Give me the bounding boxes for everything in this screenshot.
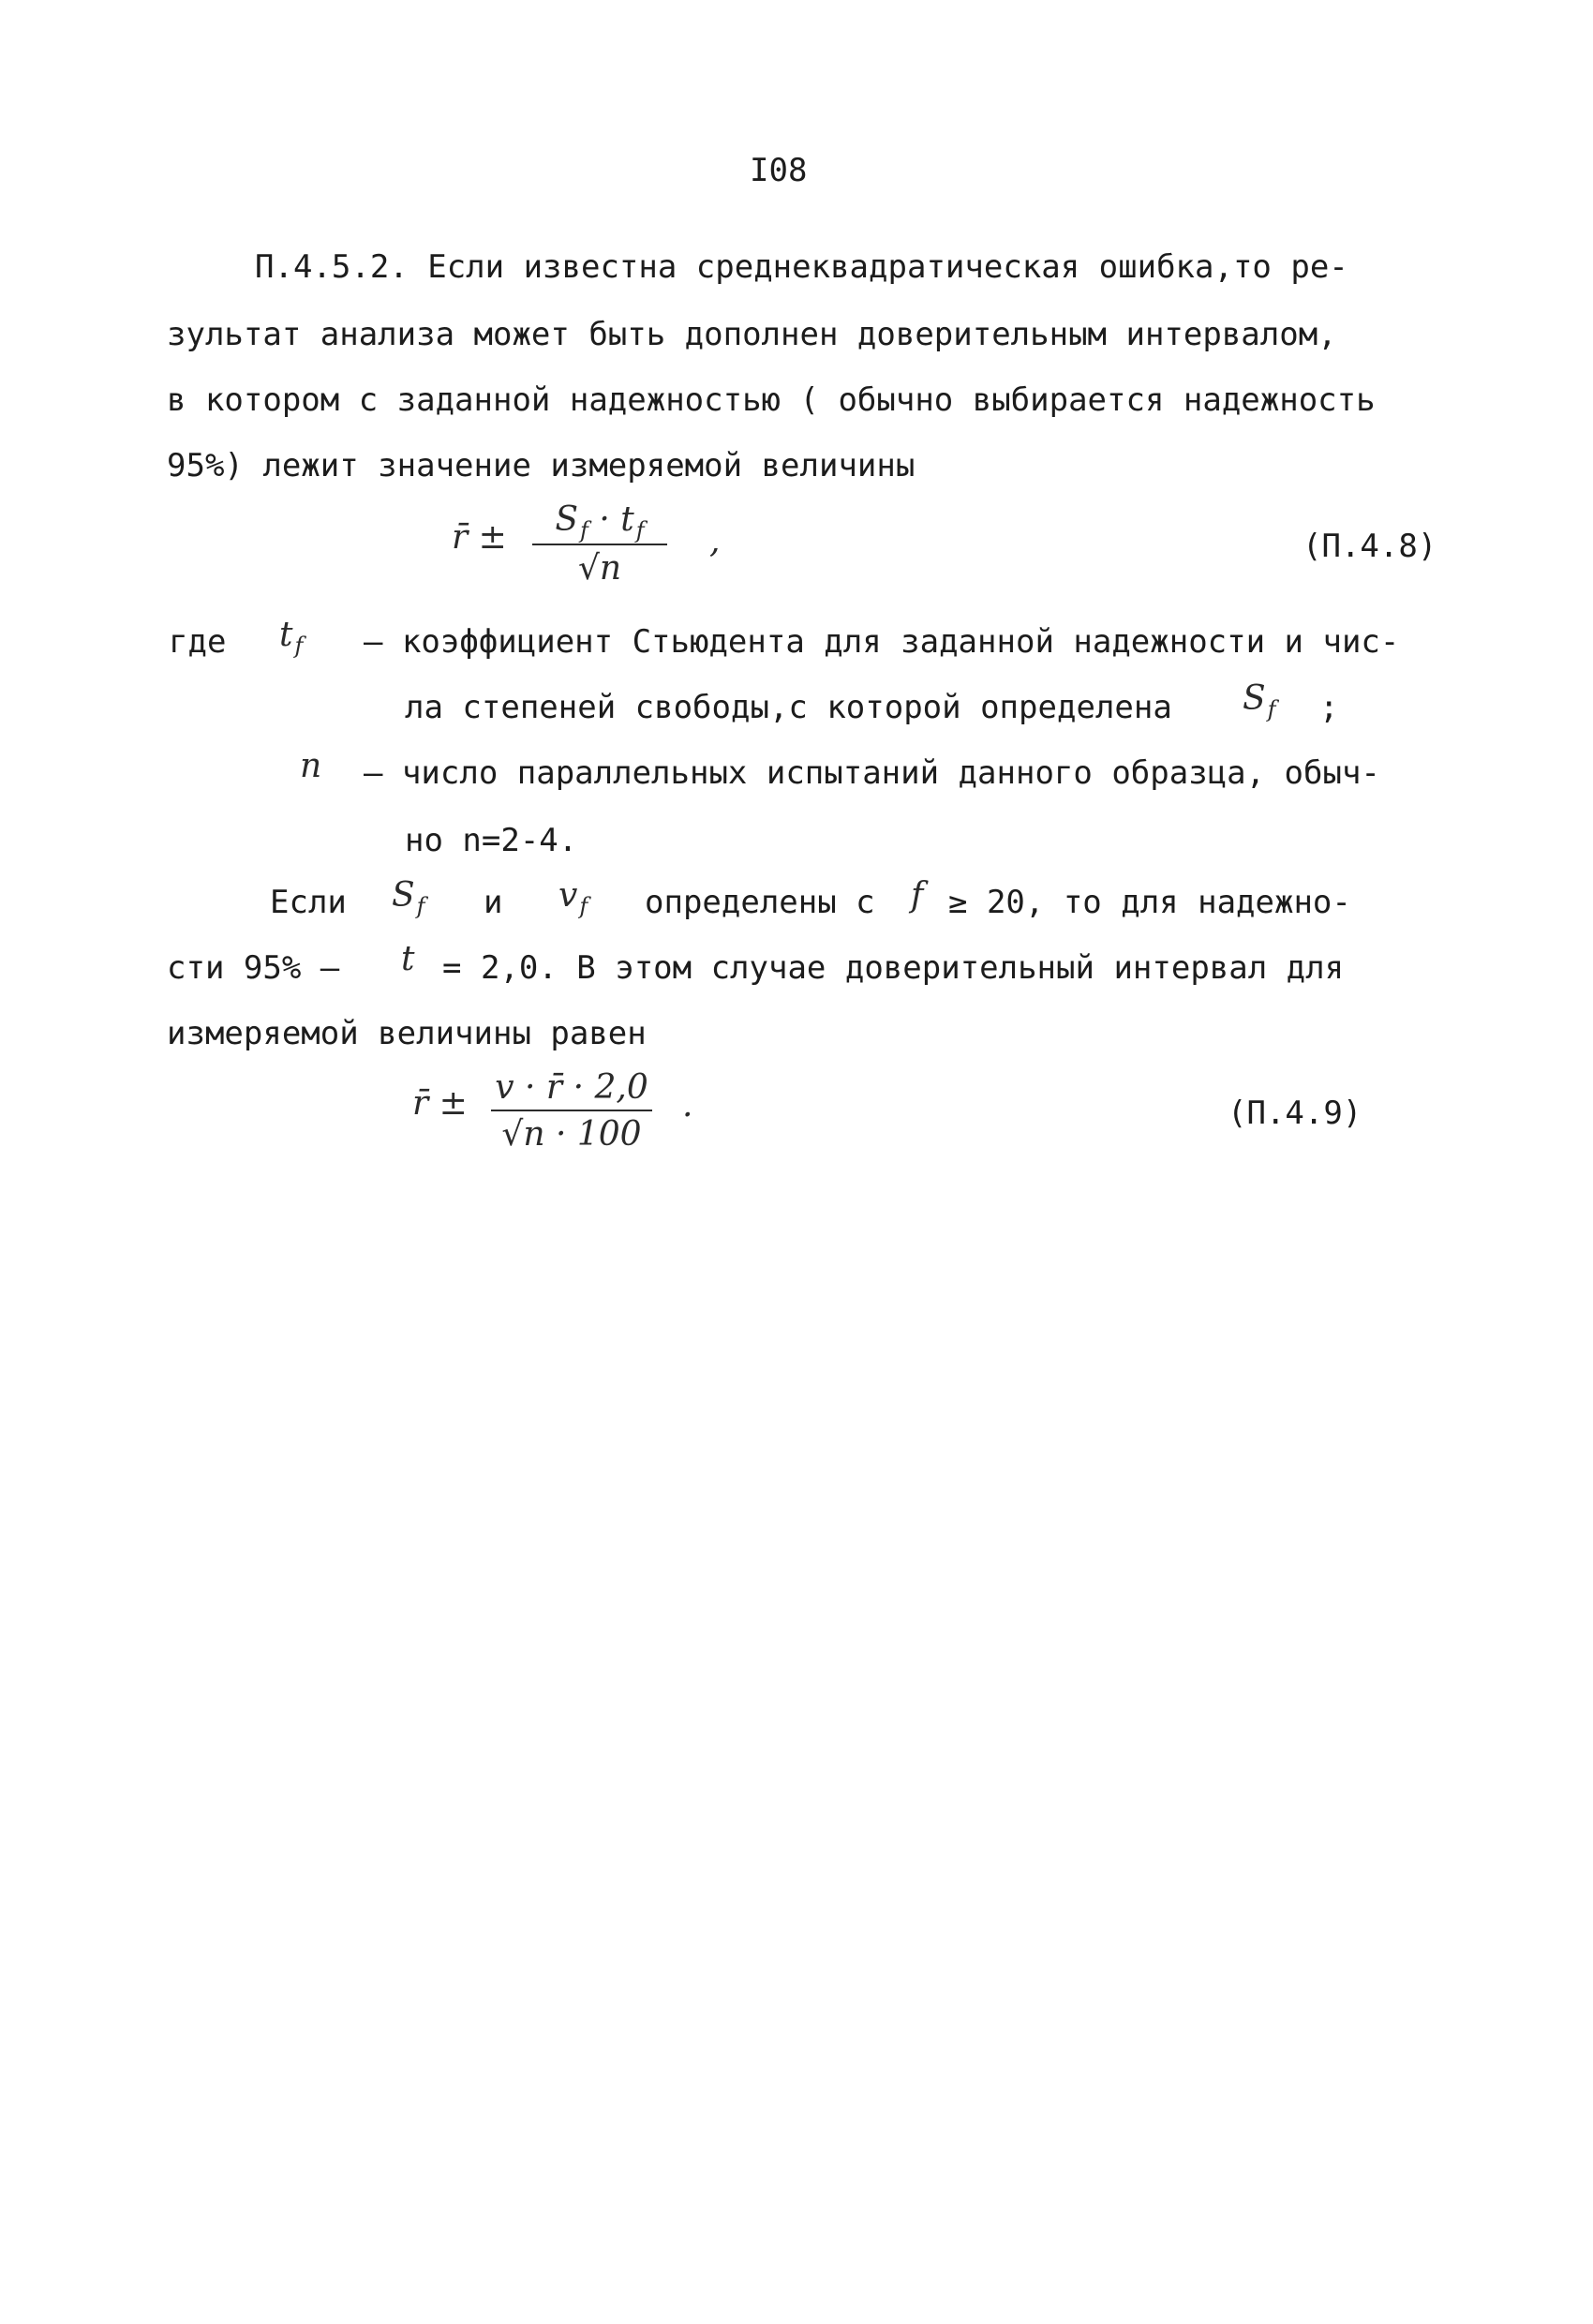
symbol-t-f (279, 616, 304, 659)
where-label: где (169, 623, 227, 661)
paragraph-text: = 2,0. В этом случае доверительный интервал для (442, 949, 1345, 987)
paragraph-line: в котором с заданной надежностью ( обычно выбирается надежность (167, 381, 1376, 419)
fraction-bar (532, 544, 667, 545)
multiply-dot: · (588, 500, 621, 539)
symbol-v-f (558, 876, 588, 919)
subscript: f (294, 633, 304, 659)
paragraph-text: определены с (645, 884, 875, 921)
symbol: S (392, 876, 415, 915)
fraction-denominator: √n (577, 549, 622, 588)
definition-text: – число параллельных испытаний данного образца, обыч- (364, 754, 1380, 792)
paragraph-line: 95%) лежит значение измеряемой величины (167, 447, 916, 484)
paragraph-text: и (484, 884, 503, 921)
equation-period: . (682, 1086, 693, 1125)
symbol-n: n (300, 747, 322, 785)
equation-label: (П.4.9) (1228, 1095, 1362, 1132)
symbol-s: S (555, 500, 579, 539)
paragraph-text: измеряемой величины равен (167, 1015, 647, 1052)
definition-text: ла степеней свободы,с которой определена (405, 689, 1172, 726)
fraction-numerator (532, 500, 667, 544)
subscript: f (579, 893, 588, 919)
definition-text: – коэффициент Стьюдента для заданной надежности и чис- (364, 623, 1400, 661)
paragraph-text: Если (270, 884, 347, 921)
symbol-f: f (911, 876, 924, 915)
symbol: t (279, 616, 293, 654)
paragraph-line: П.4.5.2. Если известна среднеквадратическая ошибка,то ре- (255, 248, 1348, 286)
symbol-s-f (1243, 679, 1276, 723)
subscript: f (1267, 696, 1276, 723)
equation-fraction (491, 1065, 652, 1158)
symbol-t: t (401, 940, 415, 978)
page-number: I08 (750, 152, 808, 189)
equation-lhs: r̄ ± (412, 1084, 468, 1123)
subscript: f (635, 517, 645, 544)
symbol: S (1243, 679, 1266, 718)
equation-lhs: r̄ ± (452, 518, 507, 557)
equation-label: (П.4.8) (1303, 528, 1437, 565)
fraction-numerator: v · r̄ · 2,0 (495, 1068, 648, 1107)
fraction-bar (491, 1110, 652, 1111)
symbol-s-f (392, 876, 425, 919)
semicolon: ; (1319, 689, 1339, 726)
symbol-t: t (620, 500, 634, 539)
fraction-denominator: √n · 100 (501, 1115, 642, 1154)
equation-comma: , (709, 522, 721, 560)
definition-text: но n=2-4. (405, 822, 578, 859)
subscript: f (580, 517, 588, 544)
paragraph-text: ≥ 20, то для надежно- (948, 884, 1351, 921)
equation-fraction (532, 497, 667, 590)
symbol: v (558, 876, 578, 915)
paragraph-text: сти 95% – (167, 949, 340, 987)
paragraph-line: зультат анализа может быть дополнен доверительным интервалом, (167, 316, 1337, 353)
subscript: f (416, 893, 425, 919)
